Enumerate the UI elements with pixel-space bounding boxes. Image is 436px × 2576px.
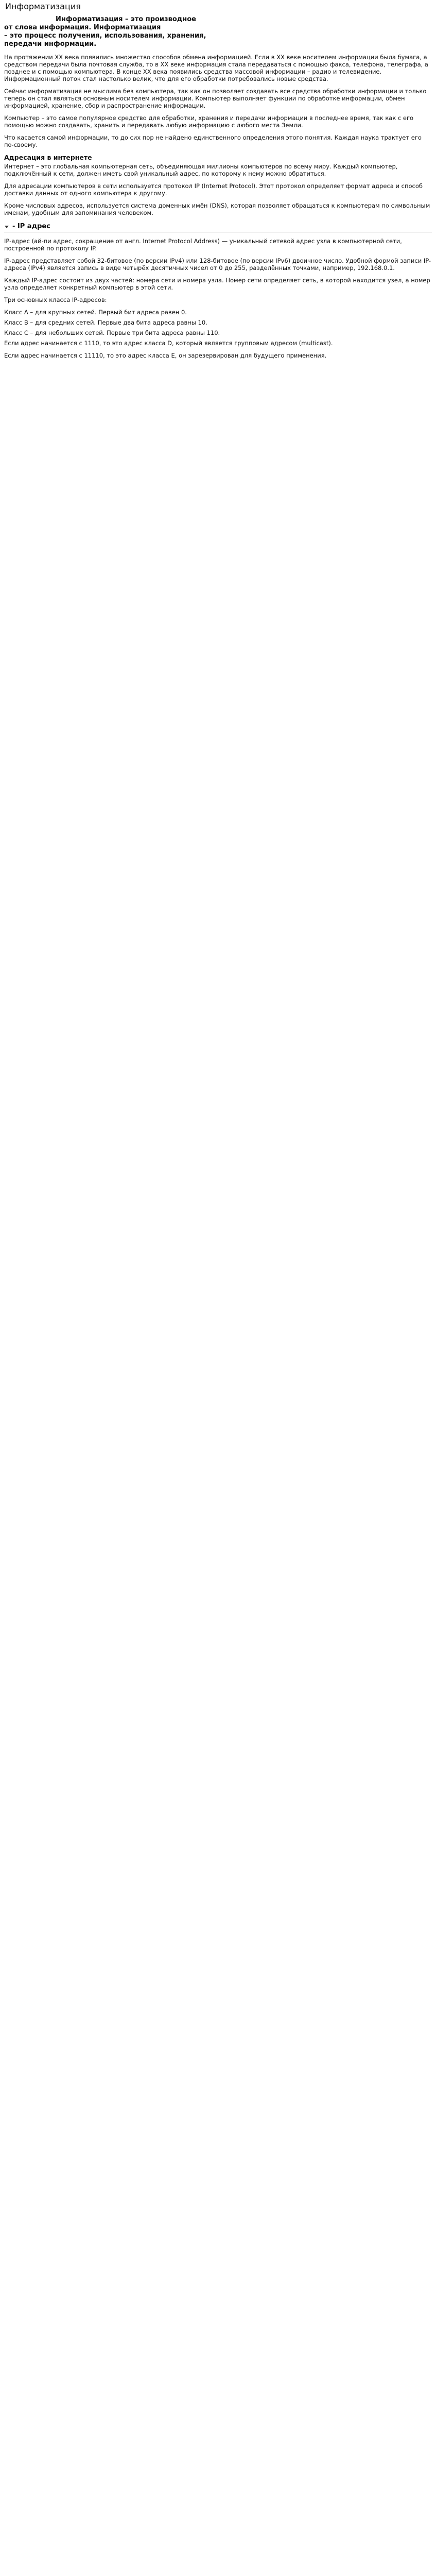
section-heading-addressing: Адресация в интернете: [4, 154, 92, 161]
lead-line-2: от слова информация. Информатизация: [4, 24, 161, 31]
addressing-section: [4, 154, 432, 216]
ip-section: [4, 222, 432, 359]
lead-line-3: – это процесс получения, использования, хранения,: [4, 32, 206, 40]
ip-closing-paragraph: Если адрес начинается с 1110, то это адрес класса D, который является групповым адресом (multicast).: [4, 340, 333, 347]
ip-class-item: Класс A – для крупных сетей. Первый бит адреса равен 0.: [4, 309, 187, 316]
section-heading-ip: [4, 222, 432, 232]
site-title: Информатизация: [5, 2, 81, 11]
ip-class-item: Класс B – для средних сетей. Первые два бита адреса равны 10.: [4, 319, 207, 326]
ip-paragraph: IP-адрес представляет собой 32-битовое (по версии IPv4) или 128-битовое (по версии IPv6) двоичное число. Удобной формой записи IP-адреса (IPv4) является запись в виде четырёх десятичных чисел от 0 до 255, разделённых точками, например, 192.168.0.1.: [4, 257, 431, 272]
ip-classes-heading: Три основных класса IP-адресов:: [4, 296, 107, 303]
addressing-paragraph: Для адресации компьютеров в сети используется протокол IP (Internet Protocol). Этот протокол определяет формат адреса и способ доставки данных от одного компьютера к другому.: [4, 182, 423, 197]
intro-paragraph: Сейчас информатизация не мыслима без компьютера, так как он позволяет создавать все средства обработки информации и только теперь он стал являться основным носителем информации. Компьютер выполняет функции по обработке информации, обмен информацией, хранение, сбор и распространение информации.: [4, 88, 427, 109]
lead-line-4: передачи информации.: [4, 40, 97, 48]
ip-class-item: Класс C – для небольших сетей. Первые три бита адреса равны 110.: [4, 329, 220, 336]
addressing-paragraph: Интернет – это глобальная компьютерная сеть, объединяющая миллионы компьютеров по всему миру. Каждый компьютер, подключённый к сети, должен иметь свой уникальный адрес, по которому к нему можно обратиться.: [4, 163, 398, 177]
addressing-paragraph: Кроме числовых адресов, используется система доменных имён (DNS), которая позволяет обращаться к компьютерам по символьным именам, удобным для запоминания человеком.: [4, 202, 430, 216]
page: [0, 0, 436, 385]
intro-paragraph: Компьютер – это самое популярное средство для обработки, хранения и передачи информации в последнее время, так как с его помощью можно создавать, хранить и передавать любую информацию с любого места Земли.: [4, 114, 414, 129]
section-heading-ip-label: - IP адрес: [12, 223, 50, 230]
lead-line-1: Информатизация – это производное: [56, 15, 196, 23]
intro-paragraph: Что касается самой информации, то до сих пор не найдено единственного определения этого понятия. Каждая наука трактует его по-своему.: [4, 134, 422, 148]
intro-section: [4, 54, 432, 148]
lead-block: [4, 15, 432, 48]
triangle-icon: [4, 224, 9, 229]
ip-paragraph: Каждый IP-адрес состоит из двух частей: номера сети и номера узла. Номер сети определяет сеть, в которой находится узел, а номер узла определяет конкретный компьютер в этой сети.: [4, 277, 430, 291]
ip-closing-paragraph: Если адрес начинается с 11110, то это адрес класса E, он зарезервирован для будущего применения.: [4, 352, 327, 359]
intro-paragraph: На протяжении XX века появились множество способов обмена информацией. Если в XX веке носителем информации была бумага, а средством передачи была почтовая служба, то в XX веке информация стала передаваться с помощью факса, телефона, телеграфа, а позднее и с помощью компьютера. В конце XX века появились средства массовой информации – радио и телевидение. Информационный поток стал настолько велик, что для его обработки потребовались новые средства.: [4, 54, 428, 82]
ip-paragraph: IP-адрес (ай-пи адрес, сокращение от англ. Internet Protocol Address) — уникальный сетевой адрес узла в компьютерной сети, построенной по протоколу IP.: [4, 238, 402, 252]
